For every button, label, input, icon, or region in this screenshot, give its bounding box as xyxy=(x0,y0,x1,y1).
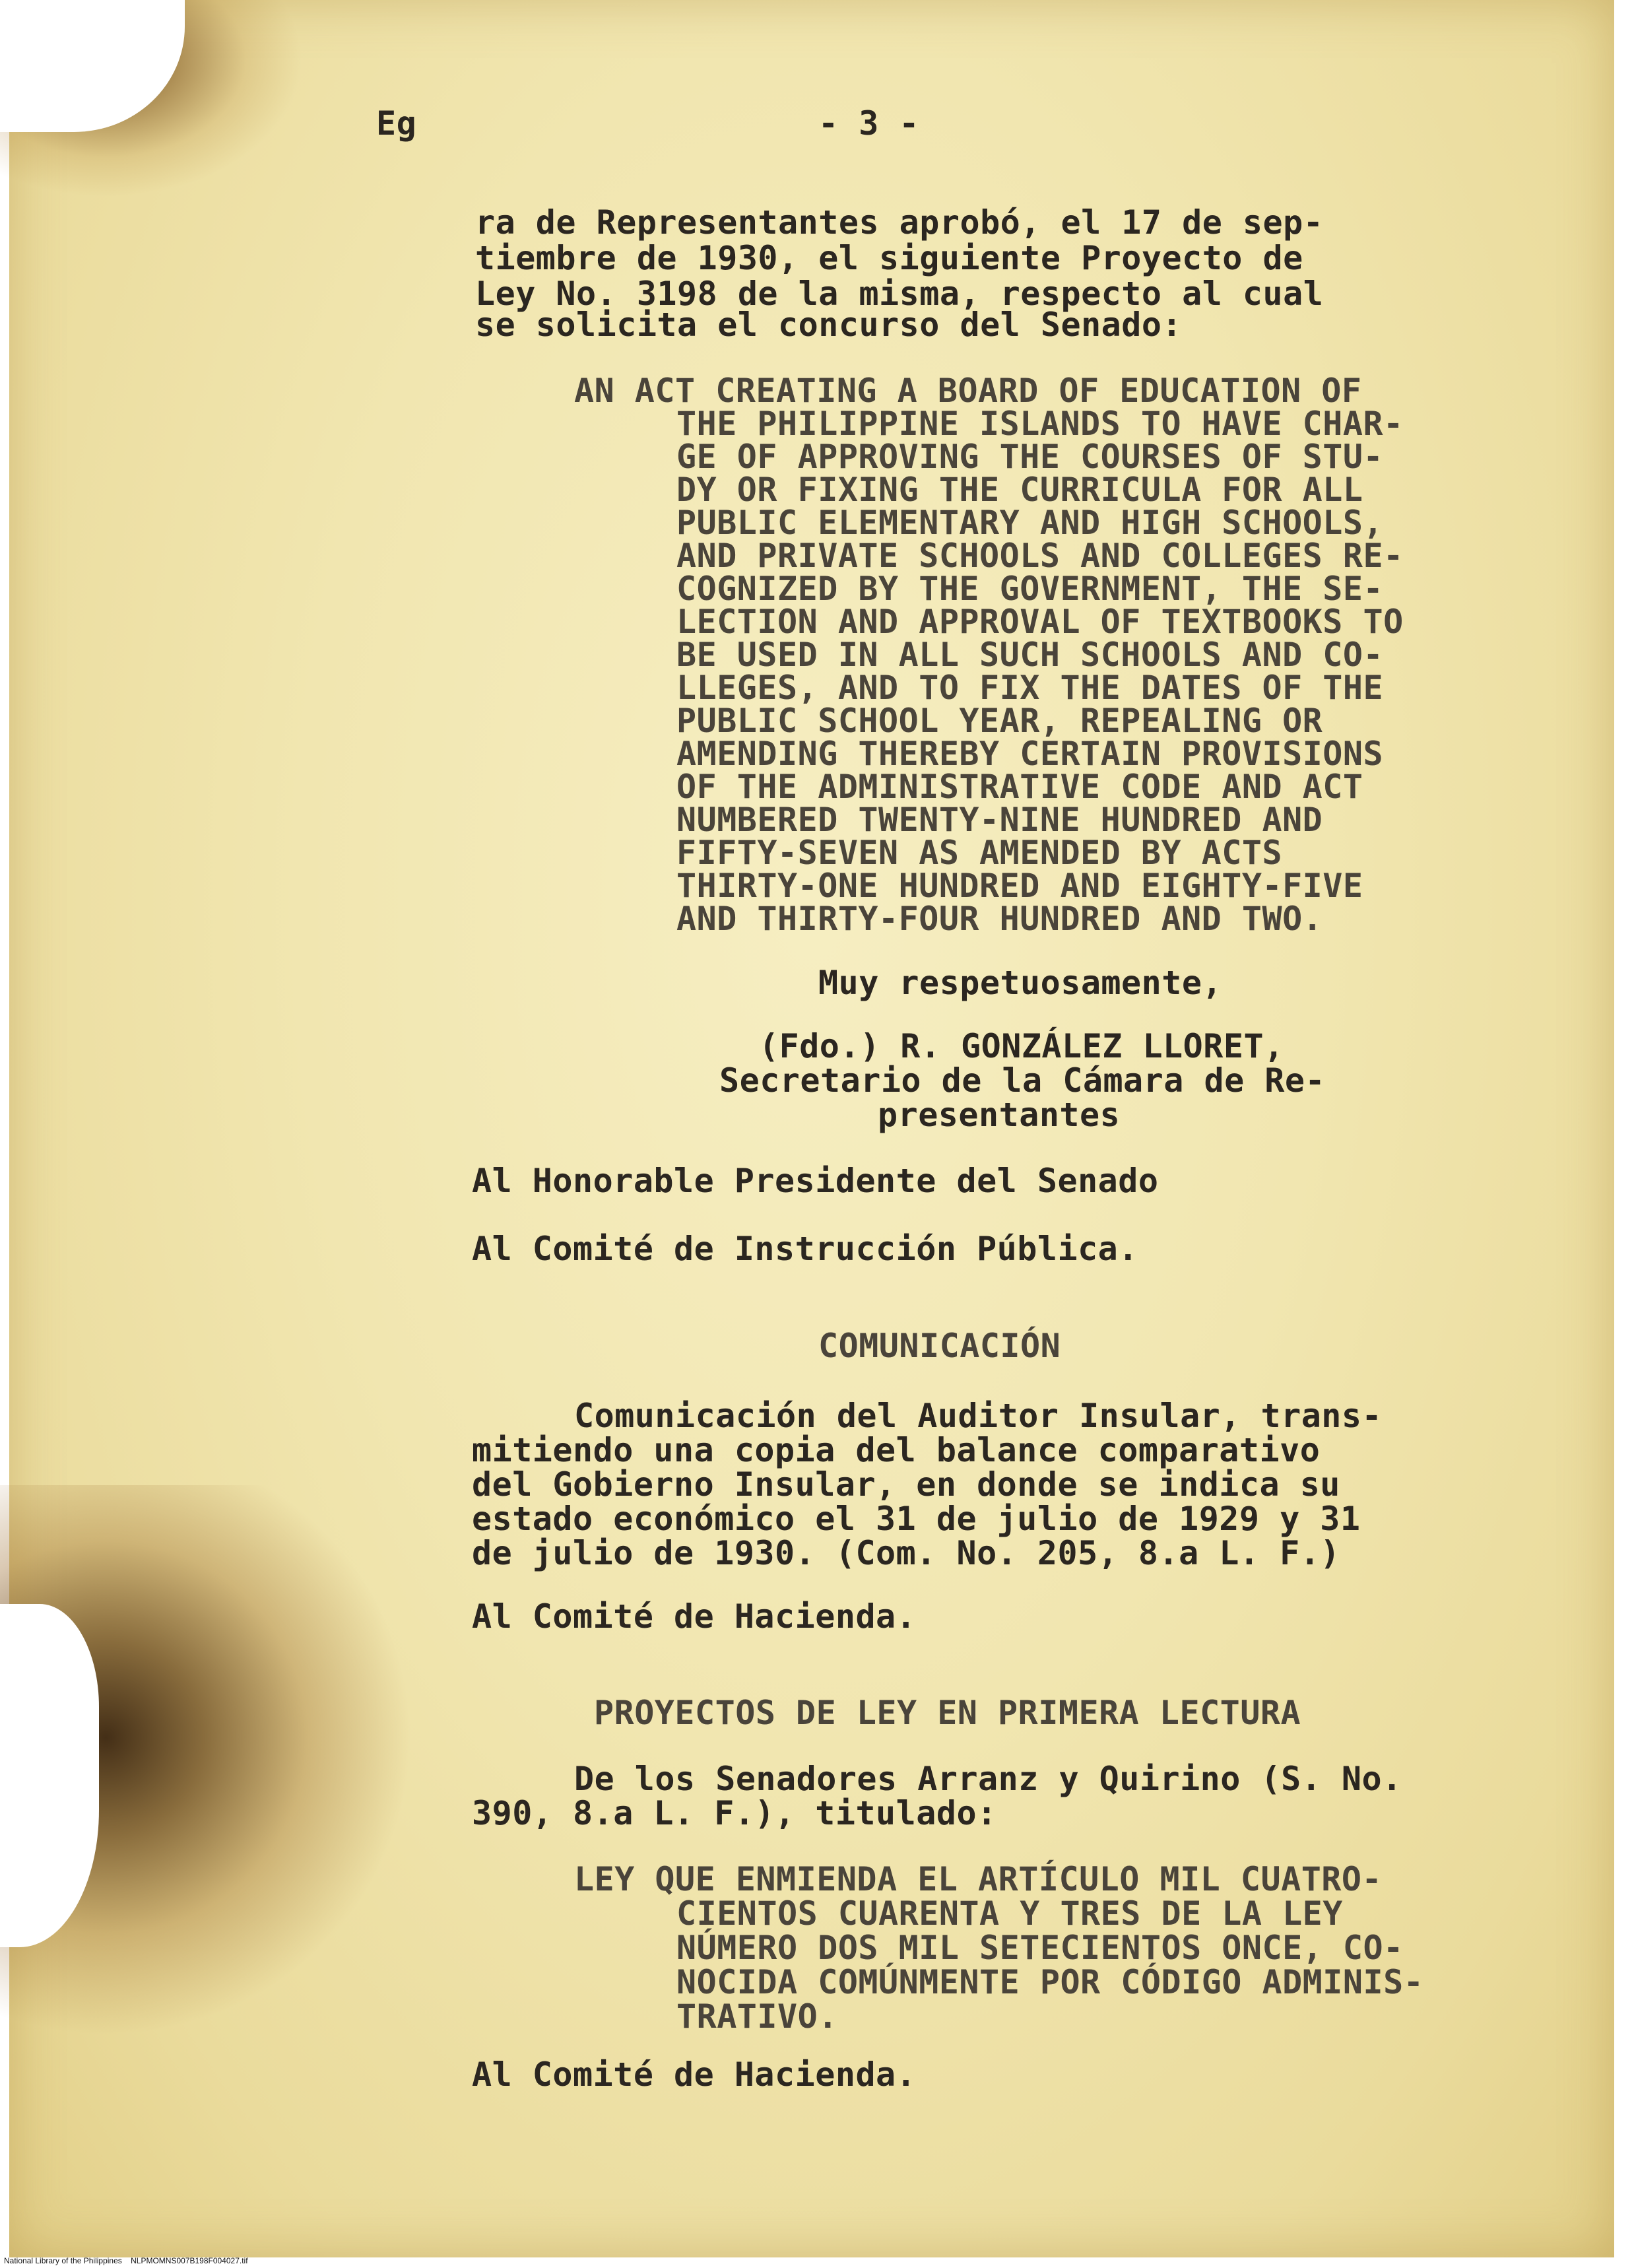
communication-line: mitiendo una copia del balance comparativo xyxy=(472,1431,1321,1469)
first-reading-title-line: TRATIVO. xyxy=(676,1997,838,2036)
referral-finance-committee: Al Comité de Hacienda. xyxy=(472,1597,917,1636)
first-reading-title-line: LEY QUE ENMIENDA EL ARTÍCULO MIL CUATRO- xyxy=(574,1860,1383,1898)
intro-line: ra de Representantes aprobó, el 17 de sep- xyxy=(475,203,1324,242)
intro-line: Ley No. 3198 de la misma, respecto al cual xyxy=(475,275,1324,313)
first-reading-title-line: CIENTOS CUARENTA Y TRES DE LA LEY xyxy=(676,1894,1343,1933)
bill-title-line: FIFTY-SEVEN AS AMENDED BY ACTS xyxy=(676,834,1283,872)
bill-title-line: AND PRIVATE SCHOOLS AND COLLEGES RE- xyxy=(676,537,1404,575)
signature-title-continued: presentantes xyxy=(878,1096,1121,1134)
signature-title: Secretario de la Cámara de Re- xyxy=(719,1061,1326,1100)
communication-line: del Gobierno Insular, en donde se indica su xyxy=(472,1465,1340,1504)
scan-caption: National Library of the Philippines NLPMOMNS007B198F004027.tif xyxy=(4,2256,248,2265)
bill-title-line: NUMBERED TWENTY-NINE HUNDRED AND xyxy=(676,801,1323,839)
bill-title-line: PUBLIC ELEMENTARY AND HIGH SCHOOLS, xyxy=(676,504,1384,542)
bill-title-line: COGNIZED BY THE GOVERNMENT, THE SE- xyxy=(676,570,1384,608)
typist-initials: Eg xyxy=(376,104,417,143)
bill-title-line: LECTION AND APPROVAL OF TEXTBOOKS TO xyxy=(676,603,1404,641)
first-reading-intro-line: De los Senadores Arranz y Quirino (S. No. xyxy=(574,1760,1402,1798)
first-reading-title-line: NÚMERO DOS MIL SETECIENTOS ONCE, CO- xyxy=(676,1929,1404,1967)
bill-title-line: OF THE ADMINISTRATIVE CODE AND ACT xyxy=(676,768,1363,806)
bill-title-line: LLEGES, AND TO FIX THE DATES OF THE xyxy=(676,669,1384,707)
bill-title-line: DY OR FIXING THE CURRICULA FOR ALL xyxy=(676,471,1363,509)
referral-finance-committee-2: Al Comité de Hacienda. xyxy=(472,2055,917,2094)
bill-title-line: PUBLIC SCHOOL YEAR, REPEALING OR xyxy=(676,702,1323,740)
intro-line: se solicita el concurso del Senado: xyxy=(475,306,1183,344)
referral-public-instruction: Al Comité de Instrucción Pública. xyxy=(472,1230,1138,1268)
communication-line: Comunicación del Auditor Insular, trans- xyxy=(574,1397,1383,1435)
bill-title-line: AMENDING THEREBY CERTAIN PROVISIONS xyxy=(676,735,1384,773)
first-reading-intro-line: 390, 8.a L. F.), titulado: xyxy=(472,1794,997,1832)
bill-title-line: THIRTY-ONE HUNDRED AND EIGHTY-FIVE xyxy=(676,867,1363,905)
closing-salutation: Muy respetuosamente, xyxy=(818,964,1223,1002)
communication-heading: COMUNICACIÓN xyxy=(818,1327,1061,1365)
first-reading-title-line: NOCIDA COMÚNMENTE POR CÓDIGO ADMINIS- xyxy=(676,1963,1424,2001)
bill-title-line: THE PHILIPPINE ISLANDS TO HAVE CHAR- xyxy=(676,405,1404,443)
intro-line: tiembre de 1930, el siguiente Proyecto de xyxy=(475,239,1303,277)
communication-line: estado económico el 31 de julio de 1929 y 31 xyxy=(472,1500,1361,1538)
first-reading-heading: PROYECTOS DE LEY EN PRIMERA LECTURA xyxy=(594,1694,1301,1732)
referral-president: Al Honorable Presidente del Senado xyxy=(472,1162,1159,1200)
bill-title-line: GE OF APPROVING THE COURSES OF STU- xyxy=(676,438,1384,476)
bill-title-line: BE USED IN ALL SUCH SCHOOLS AND CO- xyxy=(676,636,1384,674)
bill-title-line: AND THIRTY-FOUR HUNDRED AND TWO. xyxy=(676,900,1323,938)
signature-name: (Fdo.) R. GONZÁLEZ LLORET, xyxy=(759,1027,1284,1065)
communication-line: de julio de 1930. (Com. No. 205, 8.a L. F.) xyxy=(472,1534,1340,1572)
bill-title-line: AN ACT CREATING A BOARD OF EDUCATION OF xyxy=(574,372,1362,410)
page-number: - 3 - xyxy=(818,104,920,143)
